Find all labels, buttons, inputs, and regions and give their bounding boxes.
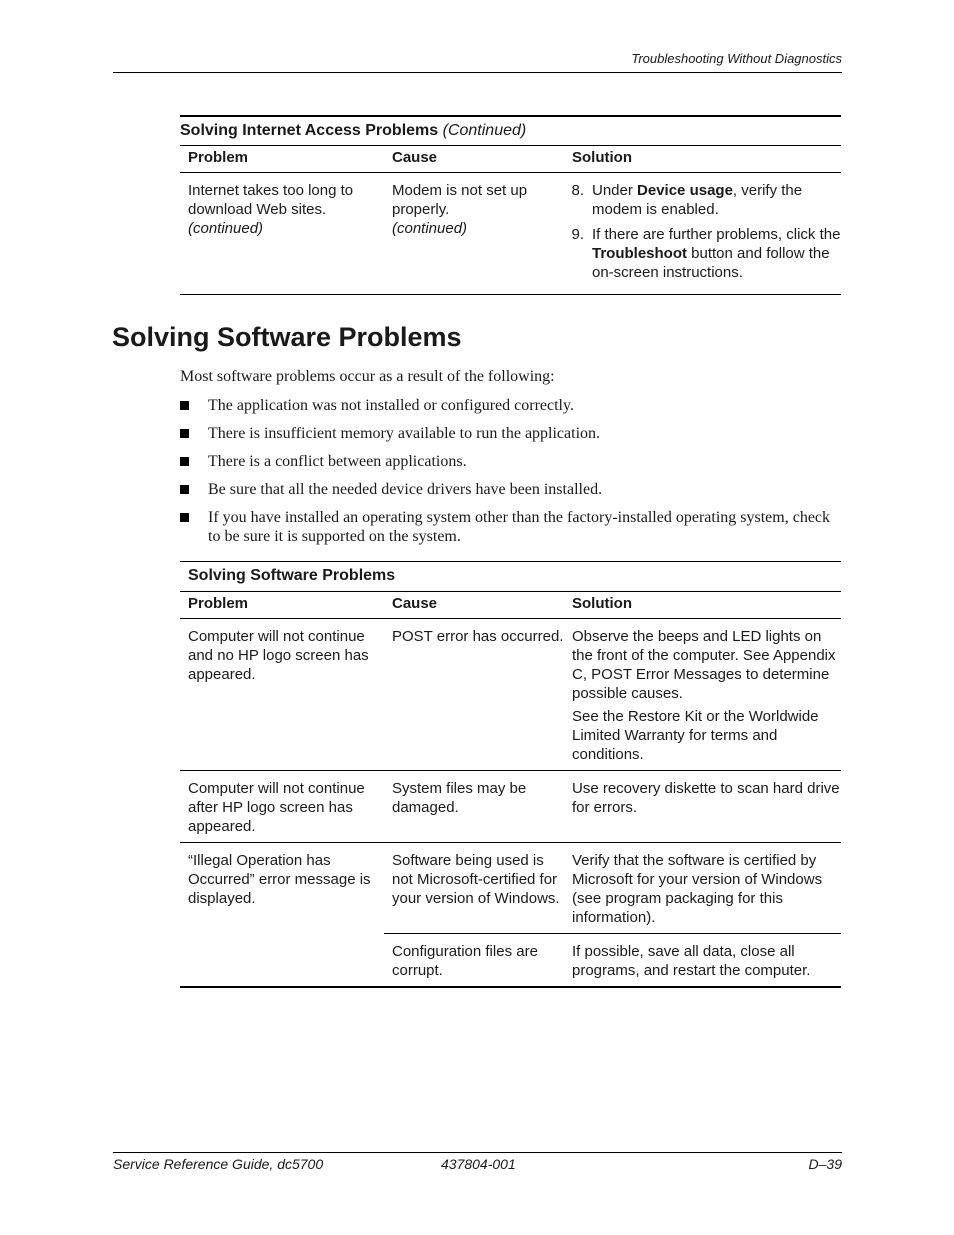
step-text — [592, 225, 841, 282]
list-item — [180, 452, 842, 471]
solution-cell — [564, 619, 841, 770]
step-text-pre: If there are further problems, click the — [592, 226, 841, 243]
header-cause: Cause — [392, 149, 438, 166]
table-row — [180, 172, 841, 294]
table-title: Solving Software Problems — [180, 561, 841, 591]
table-bottom-rule — [180, 986, 841, 988]
cause-cell: Software being used is not Microsoft-certified for your version of Windows. — [392, 852, 560, 907]
problem-cell — [180, 173, 384, 294]
header-cause: Cause — [392, 595, 438, 612]
table-header-row — [180, 591, 841, 618]
header-solution: Solution — [572, 149, 632, 166]
solution-cell — [564, 173, 841, 294]
bullet-text: Be sure that all the needed device drivers have been installed. — [208, 481, 603, 498]
header-problem: Problem — [188, 595, 249, 612]
footer-guide-title: Service Reference Guide, dc5700 — [113, 1156, 324, 1172]
cause-solution-group — [384, 843, 841, 986]
problem-text: Internet takes too long to download Web sites. — [188, 182, 354, 218]
bullet-text: If you have installed an operating system other than the factory-installed operating system, check to be sure it is supported on the system. — [208, 509, 831, 545]
table-row — [180, 618, 841, 770]
problem-cell: “Illegal Operation has Occurred” error message is displayed. — [188, 852, 371, 907]
problem-cell: Computer will not continue and no HP logo screen has appeared. — [188, 628, 369, 683]
cause-cell — [384, 173, 564, 294]
cause-note: (continued) — [392, 220, 468, 237]
table-row — [180, 770, 841, 842]
table-row — [180, 842, 841, 986]
cause-text: Modem is not set up properly. — [392, 182, 528, 218]
step-number: 8. — [571, 182, 584, 199]
table-header-row — [180, 145, 841, 172]
list-item — [180, 396, 842, 415]
step-text-post: , verify the modem is enabled. — [592, 182, 803, 218]
sub-row — [384, 933, 841, 986]
list-item — [180, 508, 842, 546]
step-text-bold: Troubleshoot — [592, 245, 687, 262]
solution-cell: If possible, save all data, close all programs, and restart the computer. — [572, 943, 811, 979]
solution-paragraph: See the Restore Kit or the Worldwide Limited Warranty for terms and conditions. — [572, 708, 819, 763]
solution-paragraph: Observe the beeps and LED lights on the front of the computer. See Appendix C, POST Error Messages to determine possible causes. — [572, 628, 836, 702]
footer-rule — [113, 1152, 842, 1153]
step-text-pre: Under — [592, 182, 638, 199]
footer-part-number: 437804-001 — [441, 1156, 516, 1172]
bullet-square-icon — [180, 485, 189, 494]
bullet-square-icon — [180, 429, 189, 438]
cause-cell: POST error has occurred. — [392, 628, 564, 645]
cause-cell: Configuration files are corrupt. — [392, 943, 538, 979]
header-problem: Problem — [188, 149, 249, 166]
bullet-list — [180, 396, 842, 555]
step-text-post: button and follow the on-screen instructions. — [592, 245, 830, 281]
solution-cell: Verify that the software is certified by Microsoft for your version of Windows (see program packaging for this information). — [572, 852, 823, 926]
list-item — [180, 480, 842, 499]
software-problems-table — [180, 561, 841, 988]
table-title — [180, 115, 841, 145]
section-heading: Solving Software Problems — [112, 322, 462, 352]
internet-access-table — [180, 115, 841, 295]
step-number: 9. — [571, 226, 584, 243]
intro-paragraph: Most software problems occur as a result of the following: — [180, 368, 555, 385]
bullet-text: There is a conflict between applications. — [208, 453, 467, 470]
footer-page-number: D–39 — [808, 1156, 842, 1172]
bullet-text: There is insufficient memory available to run the application. — [208, 425, 601, 442]
table-bottom-rule — [180, 294, 841, 295]
problem-cell: Computer will not continue after HP logo screen has appeared. — [188, 780, 365, 835]
header-rule — [113, 72, 842, 73]
solution-cell: Use recovery diskette to scan hard drive for errors. — [572, 780, 840, 816]
list-item — [180, 424, 842, 443]
bullet-square-icon — [180, 457, 189, 466]
solution-step — [564, 225, 841, 282]
bullet-square-icon — [180, 513, 189, 522]
problem-note: (continued) — [188, 220, 264, 237]
table-title-suffix: (Continued) — [442, 122, 527, 139]
running-header: Troubleshooting Without Diagnostics — [631, 51, 842, 66]
cause-cell: System files may be damaged. — [392, 780, 527, 816]
step-text — [592, 181, 841, 219]
header-solution: Solution — [572, 595, 632, 612]
bullet-square-icon — [180, 401, 189, 410]
table-title-text: Solving Internet Access Problems — [180, 122, 439, 139]
step-text-bold: Device usage — [637, 182, 733, 199]
sub-row — [384, 843, 841, 933]
bullet-text: The application was not installed or configured correctly. — [208, 397, 574, 414]
solution-step — [564, 181, 841, 219]
